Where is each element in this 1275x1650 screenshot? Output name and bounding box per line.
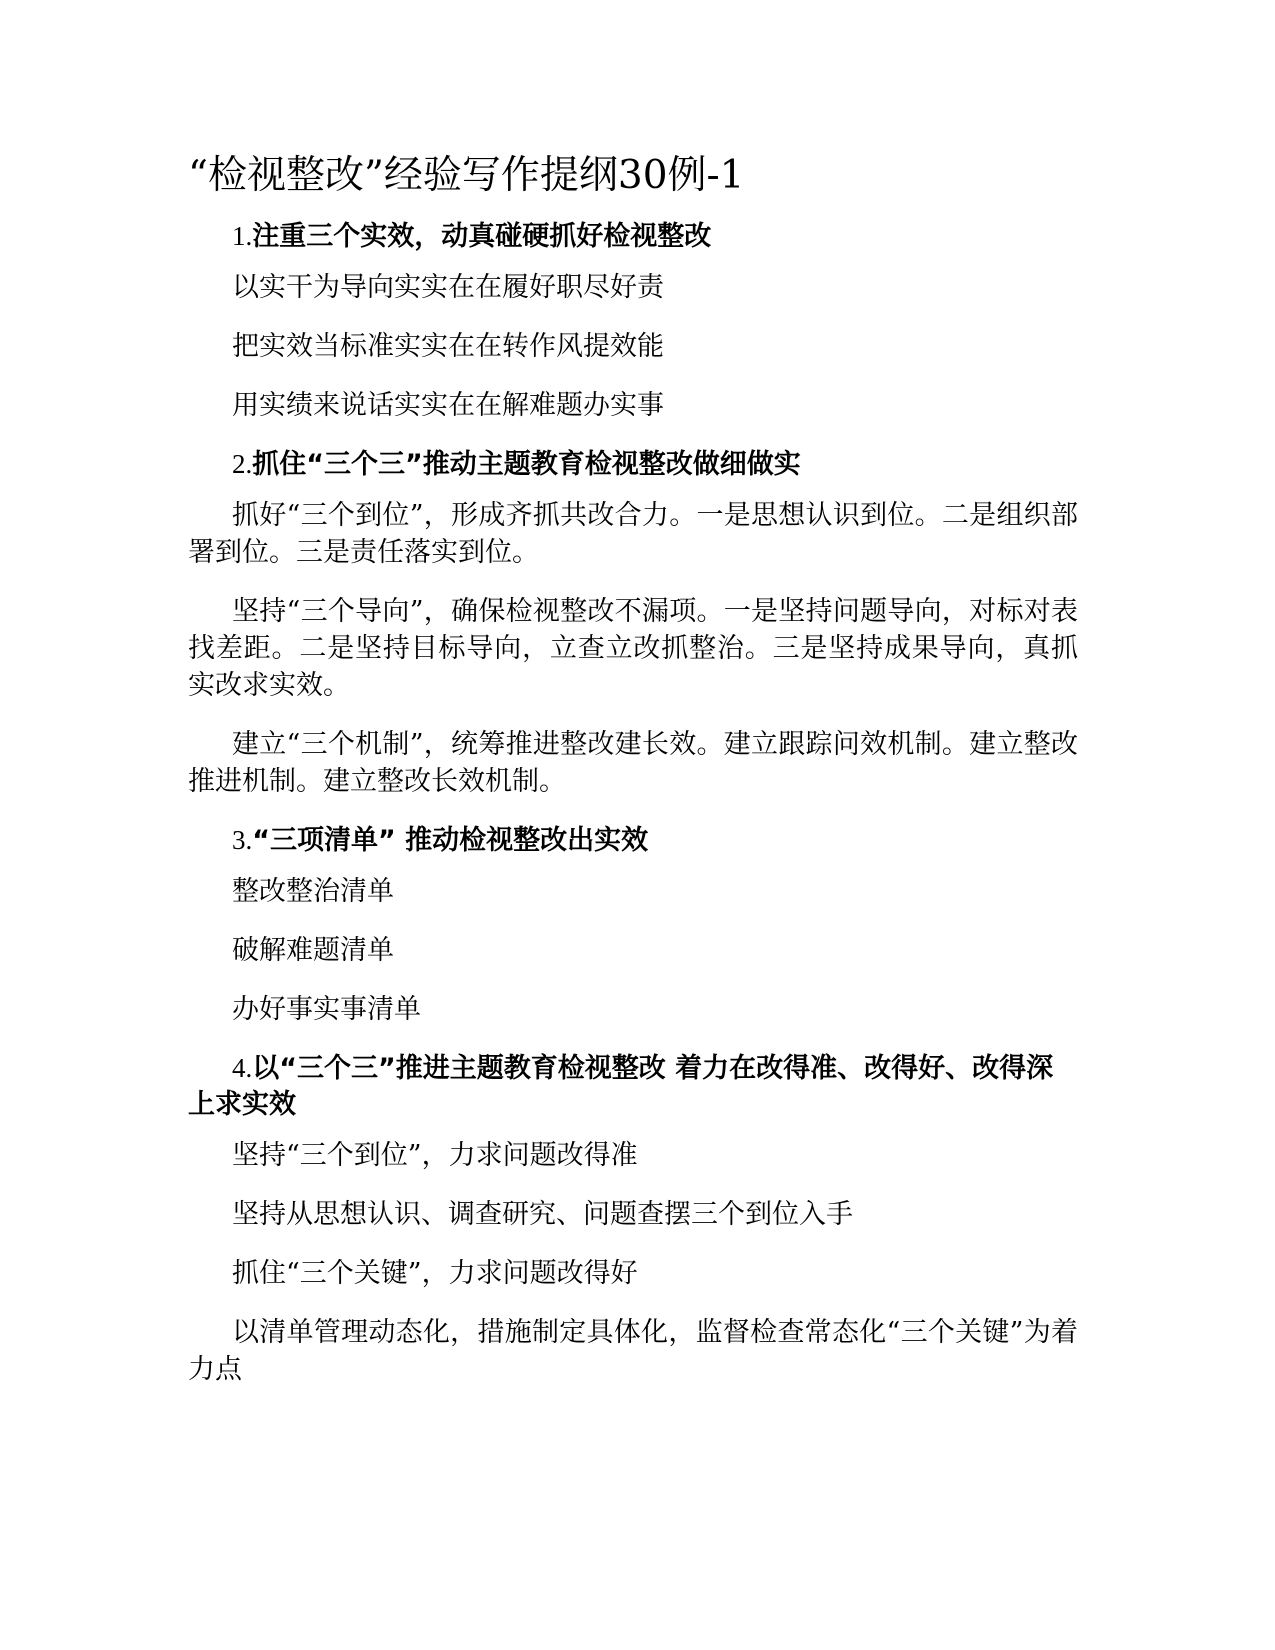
section-heading-text: 注重三个实效，动真碰硬抓好检视整改: [252, 221, 712, 252]
document-body: [188, 148, 1078, 1410]
section-number: 4.: [232, 1053, 253, 1083]
paragraph: 坚持“三个导向”，确保检视整改不漏项。一是坚持问题导向，对标对表找差距。二是坚持目标导向，立查立改抓整治。三是坚持成果导向，真抓实改求实效。: [188, 596, 1078, 701]
document-title: “检视整改”经验写作提纲30例-1: [188, 153, 745, 198]
paragraph: 以清单管理动态化，措施制定具体化，监督检查常态化“三个关键”为着力点: [188, 1317, 1078, 1385]
paragraph: 抓好“三个到位”，形成齐抓共改合力。一是思想认识到位。二是组织部署到位。三是责任落实到位。: [188, 500, 1078, 568]
paragraph: 建立“三个机制”，统筹推进整改建长效。建立跟踪问效机制。建立整改推进机制。建立整改长效机制。: [188, 729, 1078, 797]
paragraph: 抓住“三个关键”，力求问题改得好: [232, 1258, 638, 1289]
paragraph: 用实绩来说话实实在在解难题办实事: [232, 390, 664, 421]
section-number: 1.: [232, 221, 253, 251]
section-4: [188, 1050, 1078, 1388]
paragraph: 坚持“三个到位”，力求问题改得准: [232, 1140, 638, 1171]
section-number: 2.: [232, 449, 253, 479]
section-heading-text: 抓住“三个三”推动主题教育检视整改做细做实: [252, 449, 801, 480]
section-1: [188, 218, 1078, 424]
paragraph: 以实干为导向实实在在履好职尽好责: [232, 272, 664, 303]
paragraph: 坚持从思想认识、调查研究、问题查摆三个到位入手: [232, 1199, 853, 1230]
paragraph: 破解难题清单: [232, 935, 394, 966]
section-number: 3.: [232, 825, 253, 855]
section-heading-text: 以“三个三”推进主题教育检视整改 着力在改得准、改得好、改得深上求实效: [188, 1053, 1054, 1120]
section-heading: [188, 822, 1078, 859]
paragraph: 整改整治清单: [232, 876, 394, 907]
section-heading: [188, 218, 1078, 255]
section-heading: [188, 446, 1078, 483]
paragraph: 把实效当标准实实在在转作风提效能: [232, 331, 664, 362]
section-2: [188, 446, 1078, 800]
paragraph: 办好事实事清单: [232, 994, 421, 1025]
section-heading-text: “三项清单” 推动检视整改出实效: [252, 825, 649, 856]
section-heading: [188, 1050, 1078, 1123]
section-3: [188, 822, 1078, 1028]
